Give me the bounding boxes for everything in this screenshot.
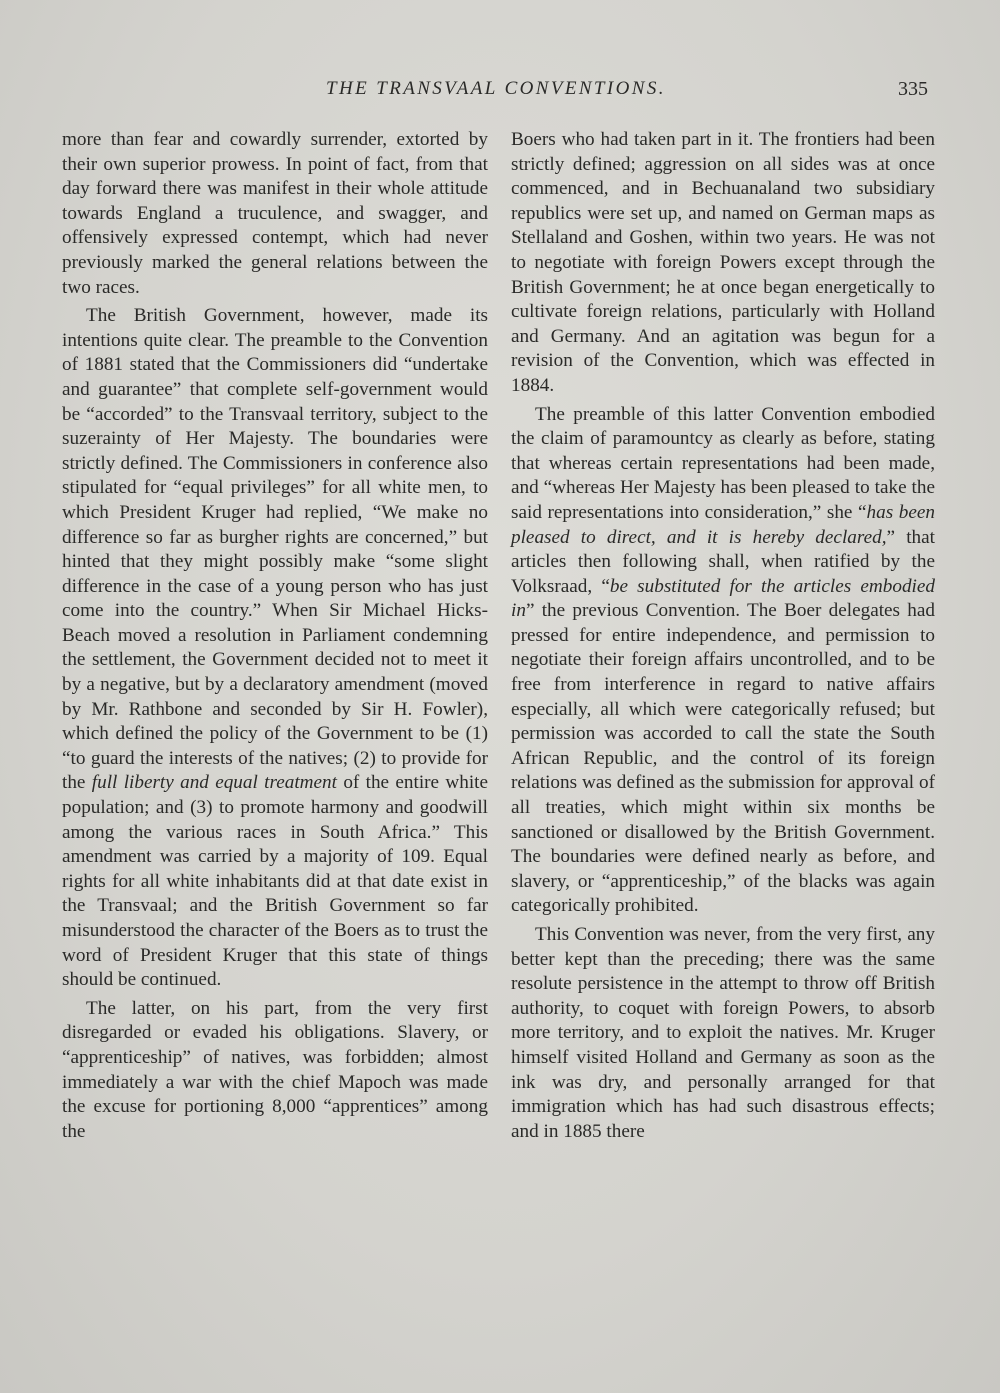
left-column (62, 128, 488, 1144)
page-header (0, 78, 1000, 108)
paragraph: The preamble of this latter Convention embodied the claim of paramountcy as clearly as before, stating that whereas certain representations had been made, and “whereas Her Majesty has been pleased to take the said representations into consideration,” she “has been pleased to direct, and it is hereby declared,” that articles then following shall, when ratified by the Volksraad, “be substituted for the articles embodied in” the previous Convention. The Boer delegates had pressed for entire independence, and permission to negotiate their foreign affairs uncontrolled, and to be free from interference in regard to native affairs especially, all which were categorically refused; but permission was accorded to call the state the South African Republic, and the control of its foreign relations was defined as the submission for approval of all treaties, which might within six months be sanctioned or disallowed by the British Government. The boundaries were defined nearly as before, and slavery, or “apprenticeship,” of the blacks was again categorically prohibited. (511, 403, 935, 917)
paragraph: The British Government, however, made its intentions quite clear. The preamble to the Convention of 1881 stated that the Commissioners did “undertake and guarantee” that complete self-government would be “accorded” to the Transvaal territory, subject to the suzerainty of Her Majesty. The boundaries were strictly defined. The Commissioners in conference also stipulated for “equal privileges” for all white men, to which President Kruger had replied, “We make no difference so far as burgher rights are concerned,” but hinted that they might possibly make “some slight difference in the case of a young person who has just come into the country.” When Sir Michael Hicks-Beach moved a resolution in Parliament condemning the settlement, the Government decided not to meet it by a negative, but by a declaratory amendment (moved by Mr. Rathbone and seconded by Sir H. Fowler), which defined the policy of the Government to be (1) “to guard the interests of the natives; (2) to provide for the full liberty and equal treatment of the entire white population; and (3) to promote harmony and goodwill among the various races in South Africa.” This amendment was carried by a majority of 109. Equal rights for all white inhabitants did at that date exist in the Transvaal; and the British Government so far misunderstood the character of the Boers as to trust the word of President Kruger that this state of things should be continued. (62, 305, 489, 991)
paragraph: This Convention was never, from the very first, any better kept than the preceding; there was the same resolute persistence in the attempt to throw off British authority, to coquet with foreign Powers, to absorb more territory, and to exploit the natives. Mr. Kruger himself visited Holland and Germany as soon as the ink was dry, and personally arranged for that immigration which has had such disastrous effects; and in 1885 there (511, 924, 935, 1142)
emphasis: full liberty and equal treatment (91, 772, 337, 794)
paragraph: more than fear and cowardly surrender, extorted by their own superior prowess. In point of fact, from that day forward there was manifest in their whole attitude towards England a truculence, and swagger, and offensively expressed contempt, which had never previously marked the general relations between the two races. (62, 129, 488, 298)
running-title: THE TRANSVAAL CONVENTIONS. (326, 78, 666, 99)
paragraph: The latter, on his part, from the very first disregarded or evaded his obligations. Slavery, or “apprenticeship” of natives, was forbidden; almost immediately a war with the chief Mapoch was made the excuse for portioning 8,000 “apprentices” among the (62, 997, 488, 1142)
emphasis: be substituted for the articles embodied in (511, 575, 935, 622)
emphasis: has been pleased to direct, and it is hereby declared, (511, 501, 935, 548)
page-number: 335 (898, 78, 928, 100)
right-column (511, 128, 935, 1144)
paragraph: Boers who had taken part in it. The frontiers had been strictly defined; aggression on all sides was at once commenced, and in Bechuanaland two subsidiary republics were set up, and named on German maps as Stellaland and Goshen, within two years. He was not to negotiate with foreign Powers except through the British Government; he at once began energetically to cultivate foreign relations, particularly with Holland and Germany. And an agitation was begun for a revision of the Convention, which was effected in 1884. (511, 129, 935, 396)
